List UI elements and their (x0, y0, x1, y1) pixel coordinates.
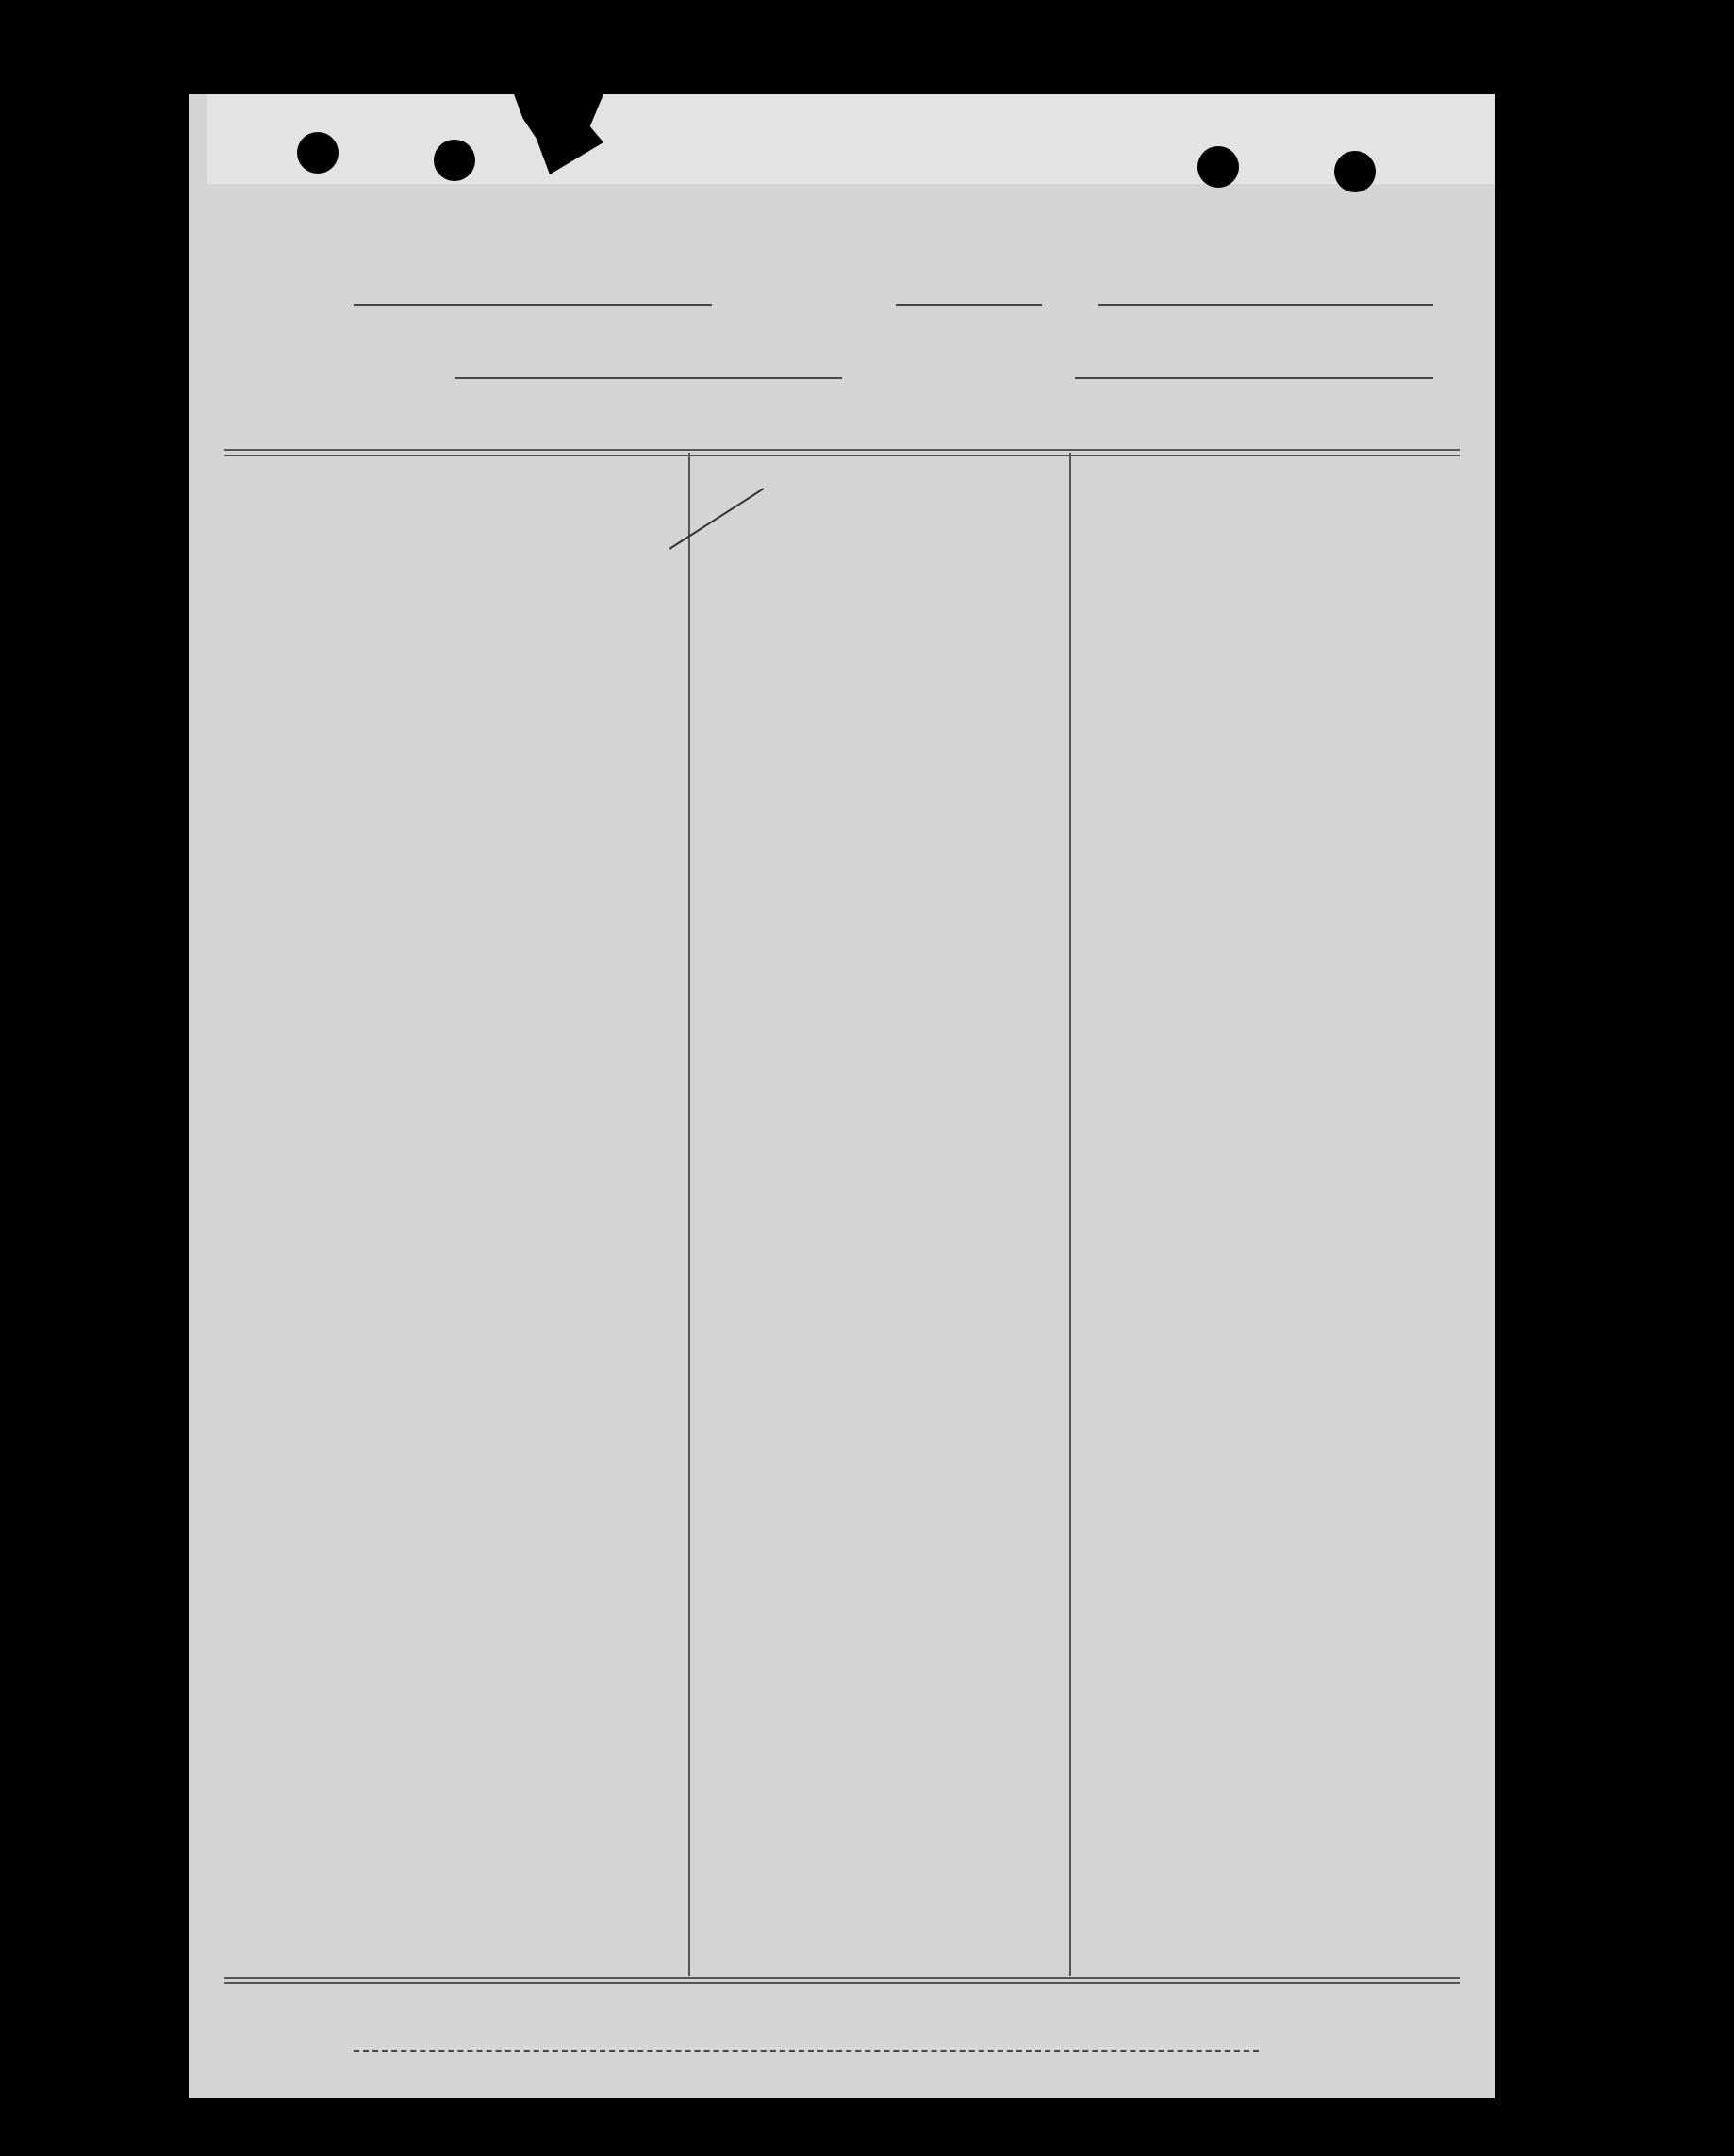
column-divider (688, 453, 690, 1976)
flight-line (896, 304, 1042, 306)
aircraft-line (354, 304, 712, 306)
embark-line (455, 377, 842, 379)
date-line (1098, 304, 1433, 306)
table-bottom-rule (224, 1977, 1460, 1979)
punch-hole (434, 140, 475, 181)
table-top-rule (224, 449, 1460, 451)
prepared-line (354, 2050, 1259, 2052)
check-stroke (665, 481, 768, 556)
disembark-line (1075, 377, 1433, 379)
table-top-rule (224, 455, 1460, 456)
table-bottom-rule (224, 1982, 1460, 1984)
punch-hole (1334, 151, 1376, 192)
sheet-top-strip (207, 94, 1495, 184)
manifest-sheet (189, 94, 1495, 2098)
punch-hole (1197, 146, 1239, 188)
punch-hole (297, 132, 339, 174)
column-divider (1069, 453, 1071, 1976)
